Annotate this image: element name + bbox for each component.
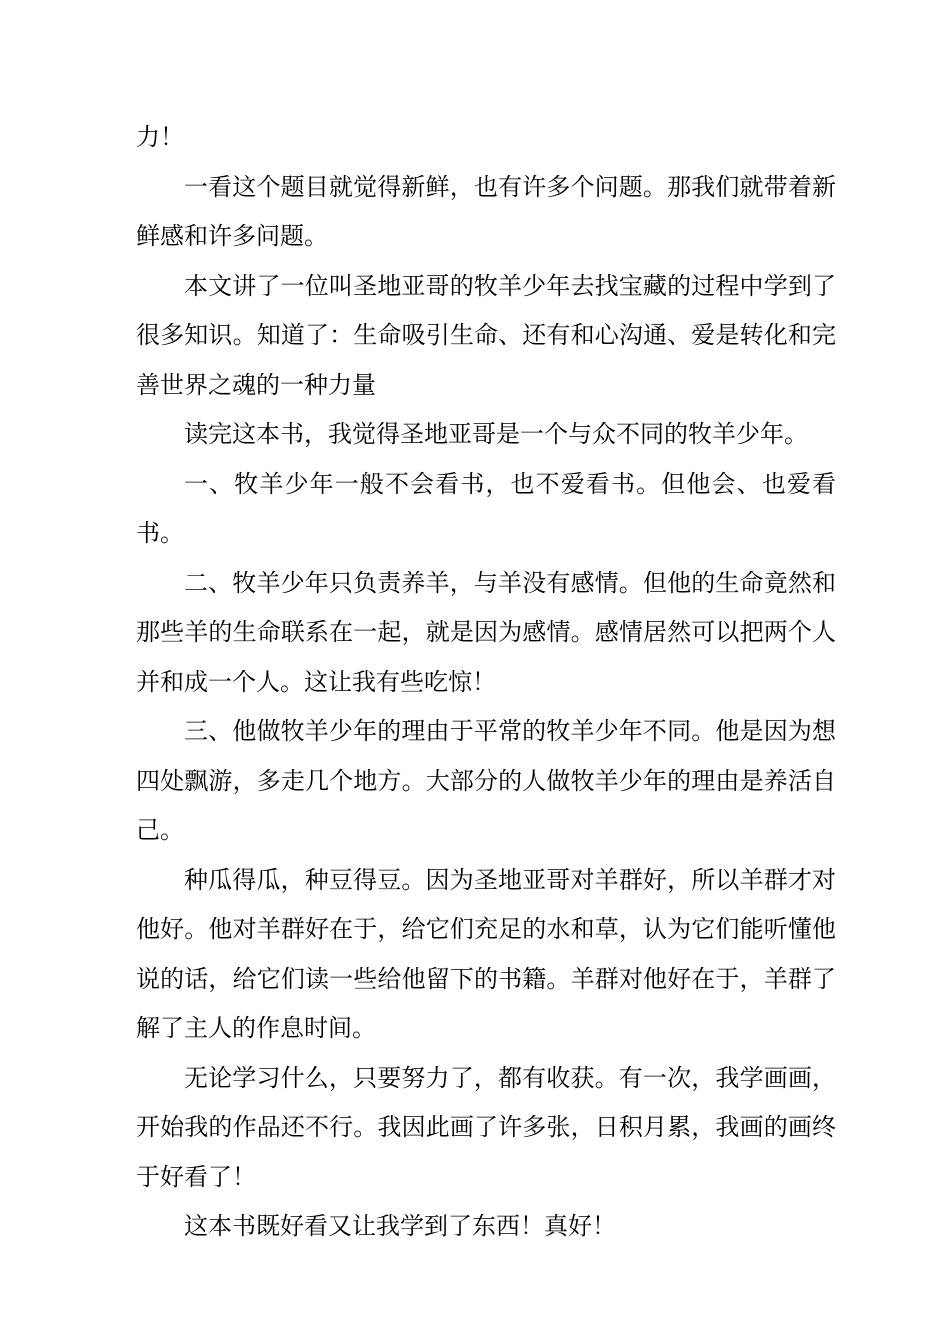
paragraph: 一、牧羊少年一般不会看书，也不爱看书。但他会、也爱看书。 xyxy=(136,469,836,547)
paragraph: 三、他做牧羊少年的理由于平常的牧羊少年不同。他是因为想四处飘游，多走几个地方。大部分的人做牧羊少年的理由是养活自己。 xyxy=(136,717,836,844)
paragraph: 一看这个题目就觉得新鲜，也有许多个问题。那我们就带着新鲜感和许多问题。 xyxy=(136,172,836,250)
document-body xyxy=(136,113,836,1252)
paragraph-continuation: 力！ xyxy=(136,123,184,151)
paragraph: 二、牧羊少年只负责养羊，与羊没有感情。但他的生命竟然和那些羊的生命联系在一起，就是因为感情。感情居然可以把两个人并和成一个人。这让我有些吃惊！ xyxy=(136,568,836,696)
paragraph: 本文讲了一位叫圣地亚哥的牧羊少年去找宝藏的过程中学到了很多知识。知道了：生命吸引生命、还有和心沟通、爱是转化和完善世界之魂的一种力量 xyxy=(136,271,836,399)
paragraph: 读完这本书，我觉得圣地亚哥是一个与众不同的牧羊少年。 xyxy=(184,420,808,448)
paragraph: 种瓜得瓜，种豆得豆。因为圣地亚哥对羊群好，所以羊群才对他好。他对羊群好在于，给它们充足的水和草，认为它们能听懂他说的话，给它们读一些给他留下的书籍。羊群对他好在于，羊群了解了主人的作息时间。 xyxy=(136,865,836,1042)
paragraph: 这本书既好看又让我学到了东西！真好！ xyxy=(184,1212,616,1240)
paragraph: 无论学习什么，只要努力了，都有收获。有一次，我学画画，开始我的作品还不行。我因此画了许多张，日积月累，我画的画终于好看了！ xyxy=(136,1063,836,1191)
